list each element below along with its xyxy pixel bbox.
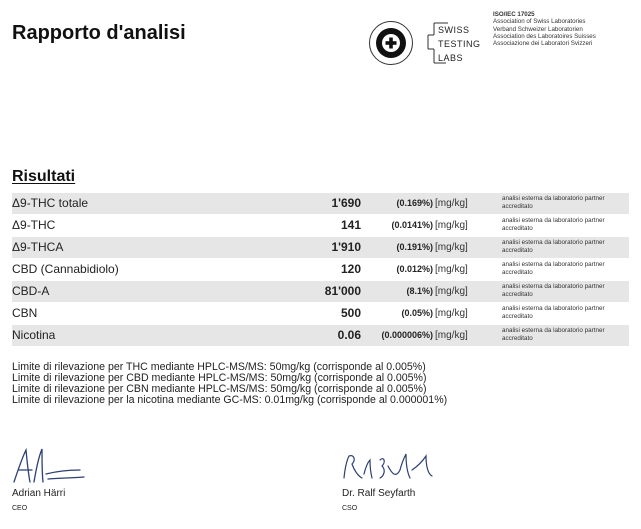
analyte-unit: [mg/kg] xyxy=(435,308,468,319)
limit-line: Limite di rilevazione per THC mediante HPLC-MS/MS: 50mg/kg (corrisponde al 0.005%) xyxy=(12,361,426,373)
analyte-percent: (8.1%) xyxy=(406,286,433,296)
analyte-name: Δ9-THC xyxy=(12,218,56,232)
results-heading: Risultati xyxy=(12,168,76,185)
logo-word-labs: LABS xyxy=(438,53,464,63)
analyte-percent: (0.169%) xyxy=(396,198,433,208)
analyte-note: analisi esterna da laboratorio partner accreditato xyxy=(502,195,605,210)
swiss-testing-labs-logo xyxy=(426,19,488,71)
analyte-value: 1'910 xyxy=(331,240,361,254)
signer-name: Adrian Härri xyxy=(12,488,66,499)
analyte-value: 1'690 xyxy=(331,196,361,210)
analyte-name: Δ9-THC totale xyxy=(12,196,89,210)
analyte-note: analisi esterna da laboratorio partner accreditato xyxy=(502,239,605,254)
result-row xyxy=(12,303,629,324)
analyte-note: analisi esterna da laboratorio partner accreditato xyxy=(502,305,605,320)
logo-word-testing: TESTING xyxy=(438,39,481,49)
accreditation-line: Association des Laboratoires Suisses xyxy=(493,32,596,40)
accreditation-line: ISO/IEC 17025 xyxy=(493,11,535,18)
analyte-percent: (0.000006%) xyxy=(381,330,433,340)
analyte-name: Δ9-THCA xyxy=(12,240,64,254)
result-row xyxy=(12,325,629,346)
limit-line: Limite di rilevazione per CBN mediante HPLC-MS/MS: 50mg/kg (corrisponde al 0.005%) xyxy=(12,383,427,395)
signer-role: CSO xyxy=(342,505,358,512)
results-table xyxy=(12,193,629,347)
analyte-note: analisi esterna da laboratorio partner accreditato xyxy=(502,283,605,298)
analyte-value: 81'000 xyxy=(324,284,361,298)
signer-role: CEO xyxy=(12,505,28,512)
result-row xyxy=(12,281,629,302)
analyte-percent: (0.012%) xyxy=(396,264,433,274)
detection-limits xyxy=(12,362,447,406)
analyte-value: 500 xyxy=(340,306,361,320)
analyte-name: CBN xyxy=(12,306,38,320)
analyte-unit: [mg/kg] xyxy=(435,198,468,209)
analyte-name: Nicotina xyxy=(12,328,56,342)
accreditation-line: Verband Schweizer Laboratorien xyxy=(493,25,583,33)
analyte-note: analisi esterna da laboratorio partner accreditato xyxy=(502,261,605,276)
result-row xyxy=(12,237,629,258)
analyte-note: analisi esterna da laboratorio partner accreditato xyxy=(502,217,605,232)
result-row xyxy=(12,193,629,214)
signature-adrian-harri xyxy=(10,446,90,488)
result-row xyxy=(12,259,629,280)
analyte-value: 120 xyxy=(340,262,361,276)
analyte-note: analisi esterna da laboratorio partner accreditato xyxy=(502,327,605,342)
analyte-value: 141 xyxy=(340,218,361,232)
accreditation-line: Association of Swiss Laboratories xyxy=(493,18,586,26)
analyte-unit: [mg/kg] xyxy=(435,330,468,341)
report-title: Rapporto d'analisi xyxy=(12,22,186,44)
signer-name: Dr. Ralf Seyfarth xyxy=(342,488,416,499)
analyte-percent: (0.05%) xyxy=(401,308,433,318)
accreditation-seal-logo xyxy=(368,20,414,66)
analyte-percent: (0.191%) xyxy=(396,242,433,252)
accreditation-text xyxy=(493,11,596,47)
analyte-percent: (0.0141%) xyxy=(391,220,433,230)
accreditation-line: Associazione dei Laboratori Svizzeri xyxy=(493,40,593,48)
analyte-unit: [mg/kg] xyxy=(435,220,468,231)
logo-word-swiss: SWISS xyxy=(438,25,470,35)
analyte-unit: [mg/kg] xyxy=(435,264,468,275)
analyte-unit: [mg/kg] xyxy=(435,242,468,253)
analyte-name: CBD (Cannabidiolo) xyxy=(12,262,119,276)
analyte-name: CBD-A xyxy=(12,284,50,298)
result-row xyxy=(12,215,629,236)
analyte-unit: [mg/kg] xyxy=(435,286,468,297)
limit-line: Limite di rilevazione per CBD mediante HPLC-MS/MS: 50mg/kg (corrisponde al 0.005%) xyxy=(12,372,427,384)
limit-line: Limite di rilevazione per la nicotina mediante GC-MS: 0.01mg/kg (corrisponde al 0.000001%) xyxy=(12,394,448,406)
analyte-value: 0.06 xyxy=(337,328,361,342)
signature-ralf-seyfarth xyxy=(340,448,440,486)
